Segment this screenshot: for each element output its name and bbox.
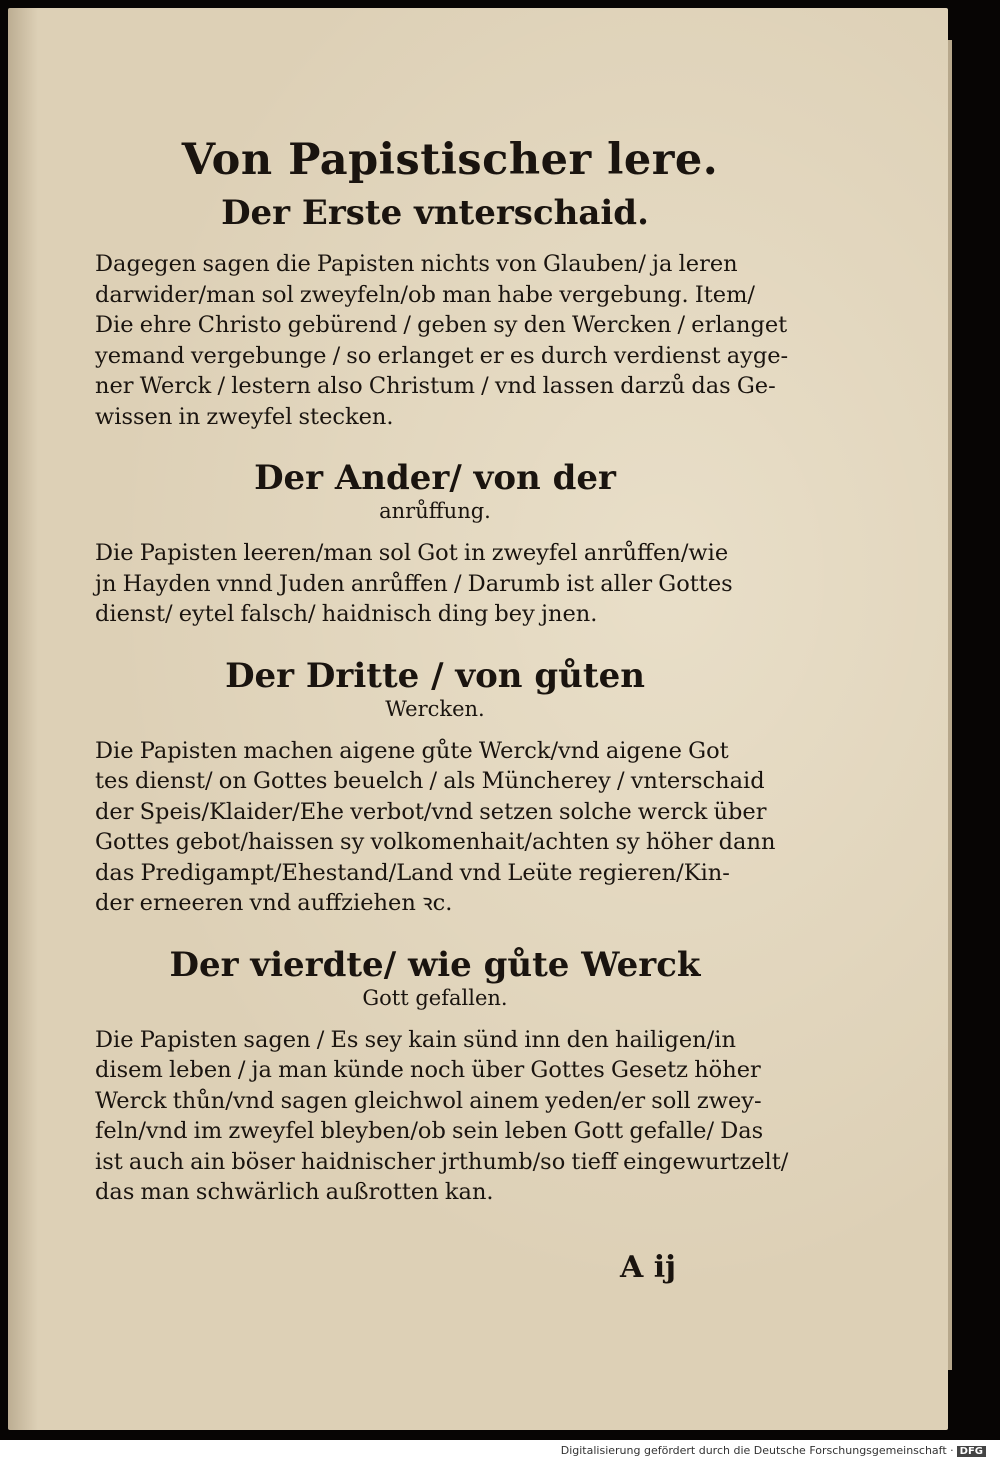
text-line: der Speis/Klaider/Ehe verbot/vnd setzen solche werck über bbox=[95, 798, 767, 825]
text-line: disem leben / ja man künde noch über Gottes Gesetz höher bbox=[95, 1057, 761, 1083]
text-line: yemand vergebunge / so erlanget er es durch verdienst ayge- bbox=[95, 342, 789, 369]
text-line: das Predigampt/Ehestand/Land vnd Leüte regieren/Kin- bbox=[95, 859, 730, 886]
text-line: Dagegen sagen die Papisten nichts von Glauben/ ja leren bbox=[95, 251, 738, 277]
text-line: Werck thůn/vnd sagen gleichwol ainem yeden/er soll zwey- bbox=[95, 1087, 762, 1114]
text-line: Die Papisten machen aigene gůte Werck/vnd aigene Got bbox=[95, 737, 729, 764]
text-line: feln/vnd im zweyfel bleyben/ob sein leben Gott gefalle/ Das bbox=[95, 1118, 764, 1144]
text-line: ner Werck / lestern also Christum / vnd lassen darzů das Ge- bbox=[95, 373, 776, 399]
text-line: jn Hayden vnnd Juden anrůffen / Darumb ist aller Gottes bbox=[95, 570, 733, 597]
section-subheading-2: anrůffung. bbox=[379, 499, 491, 523]
section-heading-4: Der vierdte/ wie gůte Werck bbox=[169, 944, 701, 985]
page-text bbox=[95, 135, 789, 1234]
text-line: tes dienst/ on Gottes beuelch / als Müncherey / vnterschaid bbox=[95, 768, 765, 794]
page-title: Von Papistischer lere. bbox=[181, 135, 719, 185]
section-paragraph-1 bbox=[95, 249, 789, 432]
section-subheading-4: Gott gefallen. bbox=[362, 985, 508, 1010]
text-line: dienst/ eytel falsch/ haidnisch ding bey jnen. bbox=[95, 601, 598, 627]
text-line: ist auch ain böser haidnischer jrthumb/so tieff eingewurtzelt/ bbox=[95, 1148, 789, 1175]
text-line: das man schwärlich außrotten kan. bbox=[95, 1179, 494, 1205]
section-heading-1: Der Erste vnterschaid. bbox=[221, 193, 649, 233]
section-paragraph-4 bbox=[95, 1025, 789, 1208]
text-line: Gottes gebot/haissen sy volkomenhait/achten sy höher dann bbox=[95, 829, 776, 855]
text-line: Die Papisten leeren/man sol Got in zweyfel anrůffen/wie bbox=[95, 540, 729, 566]
section-paragraph-3 bbox=[95, 736, 775, 919]
dfg-logo: DFG bbox=[957, 1446, 986, 1457]
footer-credit bbox=[561, 1444, 986, 1457]
text-line: Die ehre Christo gebürend / geben sy den Wercken / erlanget bbox=[95, 312, 788, 338]
section-subheading-3: Wercken. bbox=[385, 696, 485, 721]
text-line: der erneeren vnd auffziehen ꝛc. bbox=[95, 890, 453, 916]
footer-text: Digitalisierung gefördert durch die Deutsche Forschungsgemeinschaft · bbox=[560, 1444, 954, 1457]
text-line: Die Papisten sagen / Es sey kain sünd inn den hailigen/in bbox=[95, 1026, 736, 1053]
signature-mark: A ij bbox=[620, 1250, 676, 1285]
section-heading-3: Der Dritte / von gůten bbox=[225, 655, 645, 696]
section-heading-2: Der Ander/ von der bbox=[254, 458, 616, 498]
text-line: darwider/man sol zweyfeln/ob man habe vergebung. Item/ bbox=[95, 281, 755, 308]
text-line: wissen in zweyfel stecken. bbox=[95, 403, 394, 430]
section-paragraph-2 bbox=[95, 538, 775, 630]
